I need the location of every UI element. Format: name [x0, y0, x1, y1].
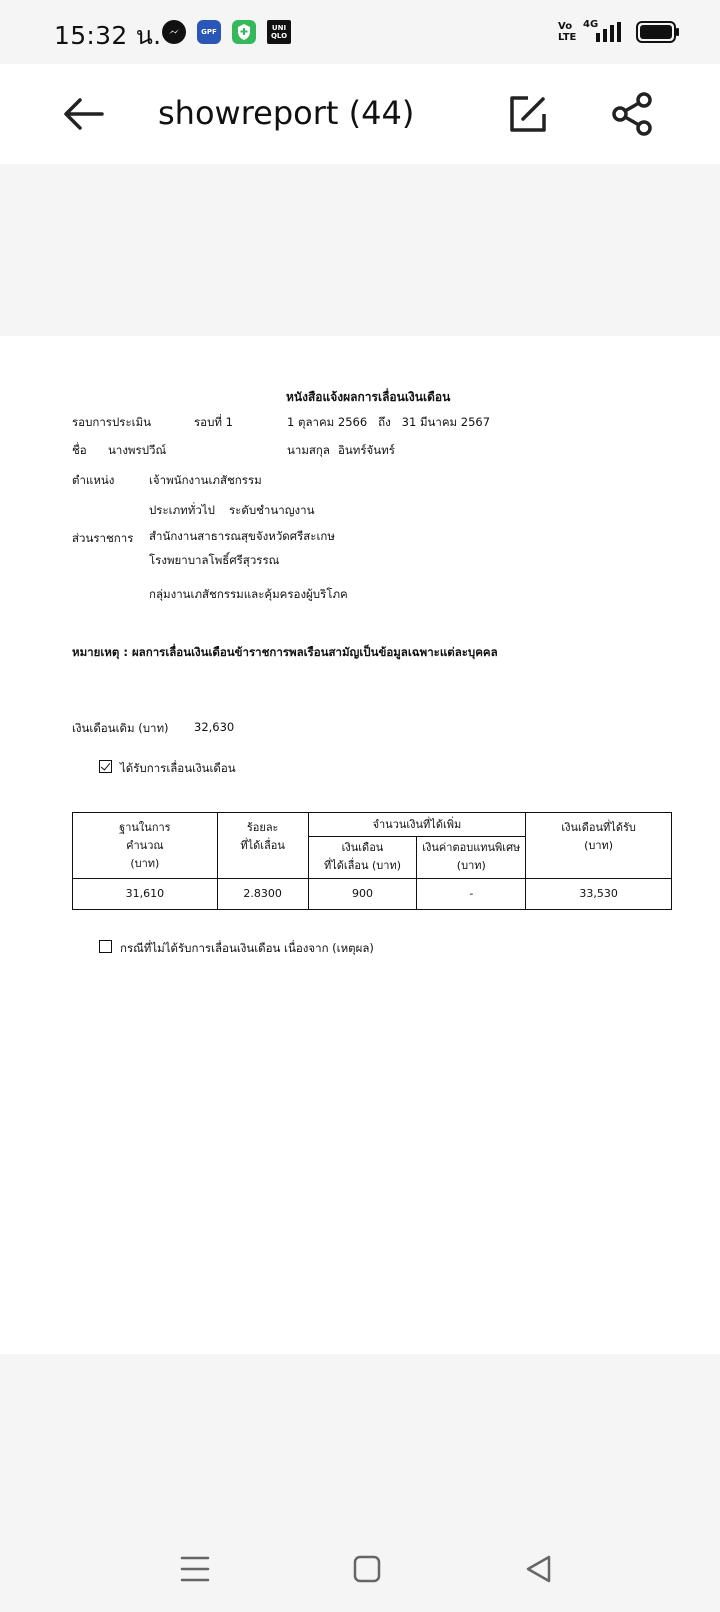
gpf-label: GPF — [201, 28, 217, 36]
base-salary-value: 32,630 — [194, 720, 235, 734]
signal-icon — [596, 22, 624, 42]
status-time: 15:32 น. — [54, 21, 162, 50]
not-received-checkbox[interactable] — [99, 940, 112, 953]
back-button[interactable] — [60, 90, 108, 138]
home-button[interactable] — [350, 1552, 384, 1586]
header-base — [73, 813, 218, 879]
remark-note: หมายเหตุ : ผลการเลื่อนเงินเดือนข้าราชการพลเรือนสามัญเป็นข้อมูลเฉพาะแต่ละบุคคล — [72, 645, 498, 659]
uniqlo-label: UNI QLO — [270, 24, 288, 40]
recent-apps-button[interactable] — [178, 1552, 212, 1586]
received-label: ได้รับการเลื่อนเงินเดือน — [120, 761, 236, 775]
surname-value: อินทร์จันทร์ — [338, 443, 395, 457]
header-salary-increase — [308, 837, 417, 879]
header-received — [526, 813, 672, 879]
header-special-line-1: เงินค่าตอบแทนพิเศษ — [422, 841, 521, 854]
cell-salary-increase: 900 — [308, 879, 417, 910]
app-bar — [0, 64, 720, 164]
edit-icon — [506, 92, 550, 136]
header-special — [417, 837, 526, 879]
header-percent — [217, 813, 308, 879]
received-checkbox[interactable] — [99, 760, 112, 773]
position-value: เจ้าพนักงานเภสัชกรรม — [149, 473, 262, 487]
cell-base: 31,610 — [73, 879, 218, 910]
volte-indicator: Vo LTE — [558, 21, 577, 43]
header-base-line-3: (บาท) — [130, 857, 160, 870]
share-button[interactable] — [608, 90, 656, 138]
header-percent-line-1: ร้อยละ — [246, 821, 279, 834]
not-received-label: กรณีที่ไม่ได้รับการเลื่อนเงินเดือน เนื่องจาก (เหตุผล) — [120, 941, 374, 955]
agency-line-3: กลุ่มงานเภสัชกรรมและคุ้มครองผู้บริโภค — [149, 587, 348, 601]
header-salary-line-2: ที่ได้เลื่อน (บาท) — [323, 859, 402, 872]
header-received-line-2: (บาท) — [584, 839, 614, 852]
battery-icon — [636, 21, 680, 43]
agency-label: ส่วนราชการ — [72, 531, 134, 545]
table-row — [73, 879, 672, 910]
report-document — [0, 336, 720, 1354]
uniqlo-app-icon — [267, 20, 291, 44]
cell-special: - — [417, 879, 526, 910]
position-label: ตำแหน่ง — [72, 473, 115, 487]
status-bar — [0, 0, 720, 64]
back-triangle-icon — [522, 1552, 556, 1586]
gpf-app-icon — [197, 20, 221, 44]
header-base-line-1: ฐานในการ — [119, 821, 171, 834]
header-received-line-1: เงินเดือนที่ได้รับ — [561, 821, 636, 834]
page-title: showreport (44) — [158, 94, 415, 132]
header-base-line-2: คำนวณ — [126, 839, 164, 852]
share-icon — [608, 90, 656, 138]
menu-icon — [178, 1552, 212, 1586]
name-label: ชื่อ — [72, 443, 87, 457]
header-percent-line-2: ที่ได้เลื่อน — [240, 839, 285, 852]
name-value: นางพรปวีณ์ — [108, 443, 167, 457]
edit-button[interactable] — [506, 92, 550, 136]
cell-received: 33,530 — [526, 879, 672, 910]
evaluation-period: 1 ตุลาคม 2566 ถึง 31 มีนาคม 2567 — [287, 415, 491, 429]
cell-percent: 2.8300 — [217, 879, 308, 910]
surname-label: นามสกุล — [287, 443, 330, 457]
salary-table — [72, 812, 672, 910]
home-icon — [350, 1552, 384, 1586]
header-increase: จำนวนเงินที่ได้เพิ่ม — [308, 813, 526, 837]
arrow-left-icon — [60, 90, 108, 138]
round-label: รอบการประเมิน — [72, 415, 152, 429]
shield-app-icon — [232, 20, 256, 44]
header-special-line-2: (บาท) — [456, 859, 486, 872]
agency-line-2: โรงพยาบาลโพธิ์ศรีสุวรรณ — [149, 553, 280, 567]
table-header-row — [73, 813, 672, 837]
navigation-bar — [0, 1524, 720, 1612]
header-salary-line-1: เงินเดือน — [341, 841, 384, 854]
base-salary-label: เงินเดือนเดิม (บาท) — [72, 721, 169, 735]
position-type: ประเภททั่วไป — [149, 503, 215, 517]
messenger-icon — [162, 20, 186, 44]
agency-line-1: สำนักงานสาธารณสุขจังหวัดศรีสะเกษ — [149, 529, 335, 543]
network-type: 4G — [583, 19, 599, 30]
round-value: รอบที่ 1 — [194, 415, 233, 429]
system-back-button[interactable] — [522, 1552, 556, 1586]
position-level: ระดับชำนาญงาน — [229, 503, 315, 517]
document-title: หนังสือแจ้งผลการเลื่อนเงินเดือน — [286, 390, 451, 404]
